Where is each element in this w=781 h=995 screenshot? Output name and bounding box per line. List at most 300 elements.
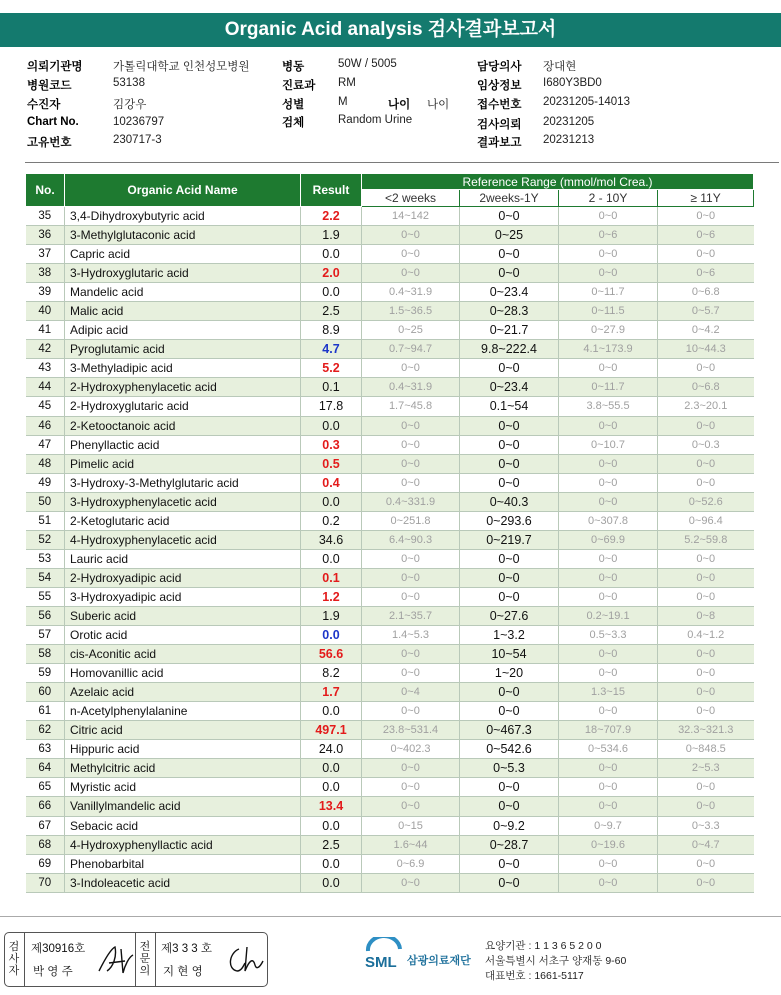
result-value: 1.2 [301,587,362,606]
ref-11y-plus: 0~0 [658,645,754,664]
ref-under-2-weeks: 0~0 [362,702,460,721]
ref-11y-plus: 0~5.7 [658,302,754,321]
ref-under-2-weeks: 0~15 [362,816,460,835]
ref-11y-plus: 5.2~59.8 [658,530,754,549]
ref-2-weeks-1y: 0~0 [460,702,559,721]
specimen-value: Random Urine [338,114,413,126]
ref-under-2-weeks: 0~0 [362,245,460,264]
ref-2-10y: 0~11.7 [559,283,658,302]
specialist-name: 지 현 영 [163,966,203,978]
ref-under-2-weeks: 0~0 [362,797,460,816]
ref-2-weeks-1y: 0~0 [460,797,559,816]
result-value: 8.9 [301,321,362,340]
ref-under-2-weeks: 1.6~44 [362,835,460,854]
acid-name: 2-Hydroxyadipic acid [65,568,301,587]
patient-label: 수진자 [27,99,61,111]
acid-name: 3-Indoleacetic acid [65,873,301,892]
ref-under-2-weeks: 0~25 [362,321,460,340]
ref-2-10y: 0~0 [559,587,658,606]
ref-2-weeks-1y: 0~0 [460,359,559,378]
acid-name: 3-Methyladipic acid [65,359,301,378]
table-row [26,321,754,340]
table-row [26,530,754,549]
ref-2-weeks-1y: 1~20 [460,664,559,683]
table-row [26,245,754,264]
ref-2-weeks-1y: 0~0 [460,568,559,587]
org-code: 요양기관 : 1 1 3 6 5 2 0 0 [485,940,602,952]
ref-11y-plus: 0~4.7 [658,835,754,854]
ref-11y-plus: 0~3.3 [658,816,754,835]
ref-11y-plus: 0~0 [658,549,754,568]
results-table [25,173,754,893]
acid-name: 3-Hydroxyadipic acid [65,587,301,606]
ref-11y-plus: 2~5.3 [658,759,754,778]
ref-2-10y: 0~0 [559,873,658,892]
col-header-no: No. [26,174,65,207]
ref-11y-plus: 2.3~20.1 [658,397,754,416]
dept-value: RM [338,77,356,89]
ref-under-2-weeks: 0~0 [362,416,460,435]
request-label: 검사의뢰 [477,119,522,131]
unique-label: 고유번호 [27,137,72,149]
ref-under-2-weeks: 0~0 [362,264,460,283]
ref-under-2-weeks: 0~0 [362,778,460,797]
ref-under-2-weeks: 0.4~31.9 [362,283,460,302]
acid-name: Phenobarbital [65,854,301,873]
ref-2-weeks-1y: 0~0 [460,245,559,264]
ref-under-2-weeks: 0~0 [362,454,460,473]
ref-under-2-weeks: 0~402.3 [362,740,460,759]
ref-2-weeks-1y: 1~3.2 [460,626,559,645]
result-value: 34.6 [301,530,362,549]
doctor-value: 장대현 [543,61,577,73]
ref-11y-plus: 0~0 [658,245,754,264]
ref-11y-plus: 0~0 [658,359,754,378]
ref-2-weeks-1y: 0~0 [460,416,559,435]
row-number: 59 [26,664,65,683]
ref-under-2-weeks: 0.7~94.7 [362,340,460,359]
row-number: 64 [26,759,65,778]
report-date-value: 20231213 [543,134,595,146]
ref-under-2-weeks: 0~4 [362,683,460,702]
specialist-label: 전 문 의 [139,941,151,977]
ref-11y-plus: 0~0 [658,473,754,492]
result-value: 56.6 [301,645,362,664]
results-body [26,207,754,893]
result-value: 1.7 [301,683,362,702]
ref-under-2-weeks: 0~0 [362,435,460,454]
ref-2-weeks-1y: 0~23.4 [460,283,559,302]
row-number: 63 [26,740,65,759]
ref-2-weeks-1y: 0~219.7 [460,530,559,549]
ref-2-10y: 0~0 [559,454,658,473]
acid-name: 3-Methylglutaconic acid [65,226,301,245]
ref-11y-plus: 0~0 [658,416,754,435]
row-number: 62 [26,721,65,740]
table-row [26,721,754,740]
ref-11y-plus: 0~0 [658,683,754,702]
table-row [26,873,754,892]
ref-2-weeks-1y: 0~542.6 [460,740,559,759]
ref-2-10y: 0~0 [559,568,658,587]
ref-2-10y: 0~27.9 [559,321,658,340]
ref-11y-plus: 0~848.5 [658,740,754,759]
ref-under-2-weeks: 1.7~45.8 [362,397,460,416]
ref-11y-plus: 0~8 [658,606,754,625]
ref-11y-plus: 32.3~321.3 [658,721,754,740]
table-row [26,797,754,816]
col-header-ref-2: 2weeks-1Y [460,190,559,207]
patient-value: 김강우 [113,99,147,111]
table-row [26,568,754,587]
ref-under-2-weeks: 0~0 [362,759,460,778]
ref-2-10y: 0~10.7 [559,435,658,454]
report-title: Organic Acid analysis 검사결과보고서 [0,13,781,47]
ref-under-2-weeks: 6.4~90.3 [362,530,460,549]
result-value: 17.8 [301,397,362,416]
table-row [26,511,754,530]
table-row [26,302,754,321]
col-header-ref-4: ≥ 11Y [658,190,754,207]
chart-label: Chart No. [27,116,79,128]
table-row [26,283,754,302]
ref-2-10y: 0~0 [559,359,658,378]
row-number: 53 [26,549,65,568]
table-row [26,226,754,245]
acid-name: Hippuric acid [65,740,301,759]
ref-2-10y: 0~0 [559,473,658,492]
table-row [26,816,754,835]
table-row [26,207,754,226]
hospital-value: 가톨릭대학교 인천성모병원 [113,61,250,73]
signature-divider-2 [135,933,136,987]
patient-info [0,55,781,155]
row-number: 47 [26,435,65,454]
ref-2-10y: 0~0 [559,664,658,683]
acid-name: n-Acetylphenylalanine [65,702,301,721]
age-label: 나이 [388,99,411,111]
row-number: 61 [26,702,65,721]
table-row [26,359,754,378]
receipt-value: 20231205-14013 [543,96,630,108]
ward-label: 병동 [282,61,305,73]
table-row [26,397,754,416]
result-value: 2.2 [301,207,362,226]
acid-name: Citric acid [65,721,301,740]
acid-name: Adipic acid [65,321,301,340]
row-number: 69 [26,854,65,873]
acid-name: 2-Ketooctanoic acid [65,416,301,435]
result-value: 0.0 [301,416,362,435]
clinical-label: 임상정보 [477,80,522,92]
table-row [26,645,754,664]
ref-2-weeks-1y: 0~21.7 [460,321,559,340]
ref-2-weeks-1y: 0~0 [460,854,559,873]
result-value: 0.5 [301,454,362,473]
ref-11y-plus: 0~4.2 [658,321,754,340]
acid-name: 2-Ketoglutaric acid [65,511,301,530]
ref-2-10y: 3.8~55.5 [559,397,658,416]
acid-name: Phenyllactic acid [65,435,301,454]
row-number: 70 [26,873,65,892]
ref-11y-plus: 0~0 [658,454,754,473]
ref-2-10y: 0~9.7 [559,816,658,835]
result-value: 2.0 [301,264,362,283]
ref-2-weeks-1y: 0~0 [460,207,559,226]
ref-11y-plus: 0~0 [658,778,754,797]
result-value: 0.0 [301,626,362,645]
table-row [26,702,754,721]
result-value: 0.0 [301,245,362,264]
signature-divider [24,933,25,987]
results-table-container [25,173,753,893]
ref-under-2-weeks: 0~0 [362,473,460,492]
acid-name: 2-Hydroxyglutaric acid [65,397,301,416]
examiner-name: 박 영 주 [33,966,73,978]
result-value: 4.7 [301,340,362,359]
ref-11y-plus: 0~0 [658,797,754,816]
ref-2-weeks-1y: 0~27.6 [460,606,559,625]
signature-divider-3 [155,933,156,987]
ref-2-10y: 0.2~19.1 [559,606,658,625]
result-value: 1.9 [301,606,362,625]
ref-2-weeks-1y: 0~0 [460,587,559,606]
info-divider [25,162,779,163]
ref-2-weeks-1y: 0~293.6 [460,511,559,530]
ref-2-10y: 0~307.8 [559,511,658,530]
col-header-ref-1: <2 weeks [362,190,460,207]
receipt-label: 접수번호 [477,99,522,111]
report-date-label: 결과보고 [477,137,522,149]
specialist-license: 제3 3 3 호 [161,943,212,955]
ref-2-weeks-1y: 0~0 [460,873,559,892]
row-number: 54 [26,568,65,587]
table-row [26,664,754,683]
ref-under-2-weeks: 0~0 [362,645,460,664]
ref-2-weeks-1y: 0~0 [460,778,559,797]
row-number: 44 [26,378,65,397]
ref-2-weeks-1y: 0~5.3 [460,759,559,778]
table-row [26,473,754,492]
ref-2-10y: 0~19.6 [559,835,658,854]
lab-address: 서울특별시 서초구 양재동 9-60 [485,955,627,967]
result-value: 8.2 [301,664,362,683]
ref-2-10y: 0~11.5 [559,302,658,321]
row-number: 68 [26,835,65,854]
acid-name: Pimelic acid [65,454,301,473]
lab-contact [485,939,626,984]
acid-name: 3-Hydroxyphenylacetic acid [65,492,301,511]
ref-2-weeks-1y: 0~9.2 [460,816,559,835]
row-number: 58 [26,645,65,664]
result-value: 2.5 [301,302,362,321]
result-value: 0.1 [301,378,362,397]
result-value: 0.0 [301,873,362,892]
ref-11y-plus: 0~52.6 [658,492,754,511]
row-number: 66 [26,797,65,816]
ref-11y-plus: 0~0 [658,854,754,873]
ref-2-10y: 0~0 [559,245,658,264]
ref-11y-plus: 0.4~1.2 [658,626,754,645]
ref-2-10y: 1.3~15 [559,683,658,702]
table-row [26,587,754,606]
table-row [26,549,754,568]
result-value: 0.3 [301,435,362,454]
ref-2-weeks-1y: 0~0 [460,264,559,283]
ref-11y-plus: 0~96.4 [658,511,754,530]
ref-2-weeks-1y: 0~0 [460,683,559,702]
ref-under-2-weeks: 0~0 [362,549,460,568]
row-number: 46 [26,416,65,435]
acid-name: cis-Aconitic acid [65,645,301,664]
table-row [26,492,754,511]
ref-under-2-weeks: 0~0 [362,587,460,606]
acid-name: Malic acid [65,302,301,321]
acid-name: Capric acid [65,245,301,264]
row-number: 41 [26,321,65,340]
ref-2-10y: 18~707.9 [559,721,658,740]
signature-box [4,932,268,987]
result-value: 0.2 [301,511,362,530]
col-header-name: Organic Acid Name [65,174,301,207]
lab-phone: 대표번호 : 1661-5117 [485,970,584,982]
ref-11y-plus: 0~0.3 [658,435,754,454]
ref-2-10y: 0~0 [559,549,658,568]
ref-2-weeks-1y: 0~0 [460,454,559,473]
row-number: 38 [26,264,65,283]
col-header-reference: Reference Range (mmol/mol Crea.) [362,174,754,190]
ref-2-10y: 0~0 [559,797,658,816]
sex-value: M [338,96,348,108]
table-row [26,626,754,645]
ref-2-10y: 0~6 [559,226,658,245]
table-row [26,435,754,454]
ref-2-10y: 0~0 [559,264,658,283]
row-number: 50 [26,492,65,511]
row-number: 67 [26,816,65,835]
row-number: 45 [26,397,65,416]
result-value: 2.5 [301,835,362,854]
row-number: 52 [26,530,65,549]
acid-name: Lauric acid [65,549,301,568]
ref-2-weeks-1y: 0~28.7 [460,835,559,854]
result-value: 0.0 [301,702,362,721]
table-row [26,759,754,778]
result-value: 0.1 [301,568,362,587]
result-value: 0.0 [301,283,362,302]
ref-2-10y: 0~0 [559,854,658,873]
ref-2-weeks-1y: 0~0 [460,549,559,568]
row-number: 43 [26,359,65,378]
ref-under-2-weeks: 0.4~31.9 [362,378,460,397]
sml-logo-icon [362,937,406,977]
row-number: 51 [26,511,65,530]
row-number: 60 [26,683,65,702]
ref-11y-plus: 0~0 [658,207,754,226]
result-value: 0.4 [301,473,362,492]
ref-under-2-weeks: 0.4~331.9 [362,492,460,511]
ref-2-weeks-1y: 0~40.3 [460,492,559,511]
ref-under-2-weeks: 1.5~36.5 [362,302,460,321]
row-number: 48 [26,454,65,473]
specialist-signature [223,943,265,977]
age-value: 나이 [427,99,450,111]
footer-divider [0,916,781,917]
acid-name: Vanillylmandelic acid [65,797,301,816]
ref-2-10y: 0~0 [559,702,658,721]
col-header-ref-3: 2 - 10Y [559,190,658,207]
ref-2-10y: 0~0 [559,645,658,664]
ref-2-10y: 0.5~3.3 [559,626,658,645]
acid-name: Methylcitric acid [65,759,301,778]
ref-2-weeks-1y: 0~0 [460,435,559,454]
ref-2-weeks-1y: 10~54 [460,645,559,664]
request-value: 20231205 [543,116,595,128]
result-value: 1.9 [301,226,362,245]
result-value: 5.2 [301,359,362,378]
ref-2-10y: 0~11.7 [559,378,658,397]
acid-name: 4-Hydroxyphenyllactic acid [65,835,301,854]
acid-name: Pyroglutamic acid [65,340,301,359]
row-number: 37 [26,245,65,264]
doctor-label: 담당의사 [477,61,522,73]
ref-under-2-weeks: 0~251.8 [362,511,460,530]
chart-value: 10236797 [113,116,165,128]
table-row [26,835,754,854]
ref-under-2-weeks: 0~6.9 [362,854,460,873]
result-value: 13.4 [301,797,362,816]
table-row [26,264,754,283]
table-row [26,740,754,759]
ref-2-10y: 0~0 [559,416,658,435]
table-row [26,378,754,397]
table-row [26,416,754,435]
ref-11y-plus: 0~6.8 [658,378,754,397]
result-value: 0.0 [301,816,362,835]
ref-11y-plus: 0~0 [658,587,754,606]
ref-2-10y: 4.1~173.9 [559,340,658,359]
acid-name: Orotic acid [65,626,301,645]
specimen-label: 검체 [282,117,305,129]
table-row [26,606,754,625]
ref-2-10y: 0~0 [559,778,658,797]
ref-2-weeks-1y: 0~467.3 [460,721,559,740]
ref-11y-plus: 0~0 [658,873,754,892]
table-row [26,683,754,702]
ref-2-10y: 0~69.9 [559,530,658,549]
ref-under-2-weeks: 0~0 [362,568,460,587]
table-row [26,854,754,873]
table-row [26,454,754,473]
foundation-name: 삼광의료재단 [407,955,471,967]
result-value: 0.0 [301,492,362,511]
examiner-label: 검 사 자 [8,941,20,977]
ref-under-2-weeks: 2.1~35.7 [362,606,460,625]
ref-11y-plus: 0~0 [658,702,754,721]
result-value: 0.0 [301,549,362,568]
ref-11y-plus: 0~6 [658,226,754,245]
unique-value: 230717-3 [113,134,162,146]
acid-name: 4-Hydroxyphenylacetic acid [65,530,301,549]
row-number: 40 [26,302,65,321]
ref-2-10y: 0~0 [559,759,658,778]
row-number: 57 [26,626,65,645]
col-header-result: Result [301,174,362,207]
examiner-license: 제30916호 [31,943,86,955]
result-value: 0.0 [301,778,362,797]
acid-name: 3-Hydroxyglutaric acid [65,264,301,283]
acid-name: Suberic acid [65,606,301,625]
